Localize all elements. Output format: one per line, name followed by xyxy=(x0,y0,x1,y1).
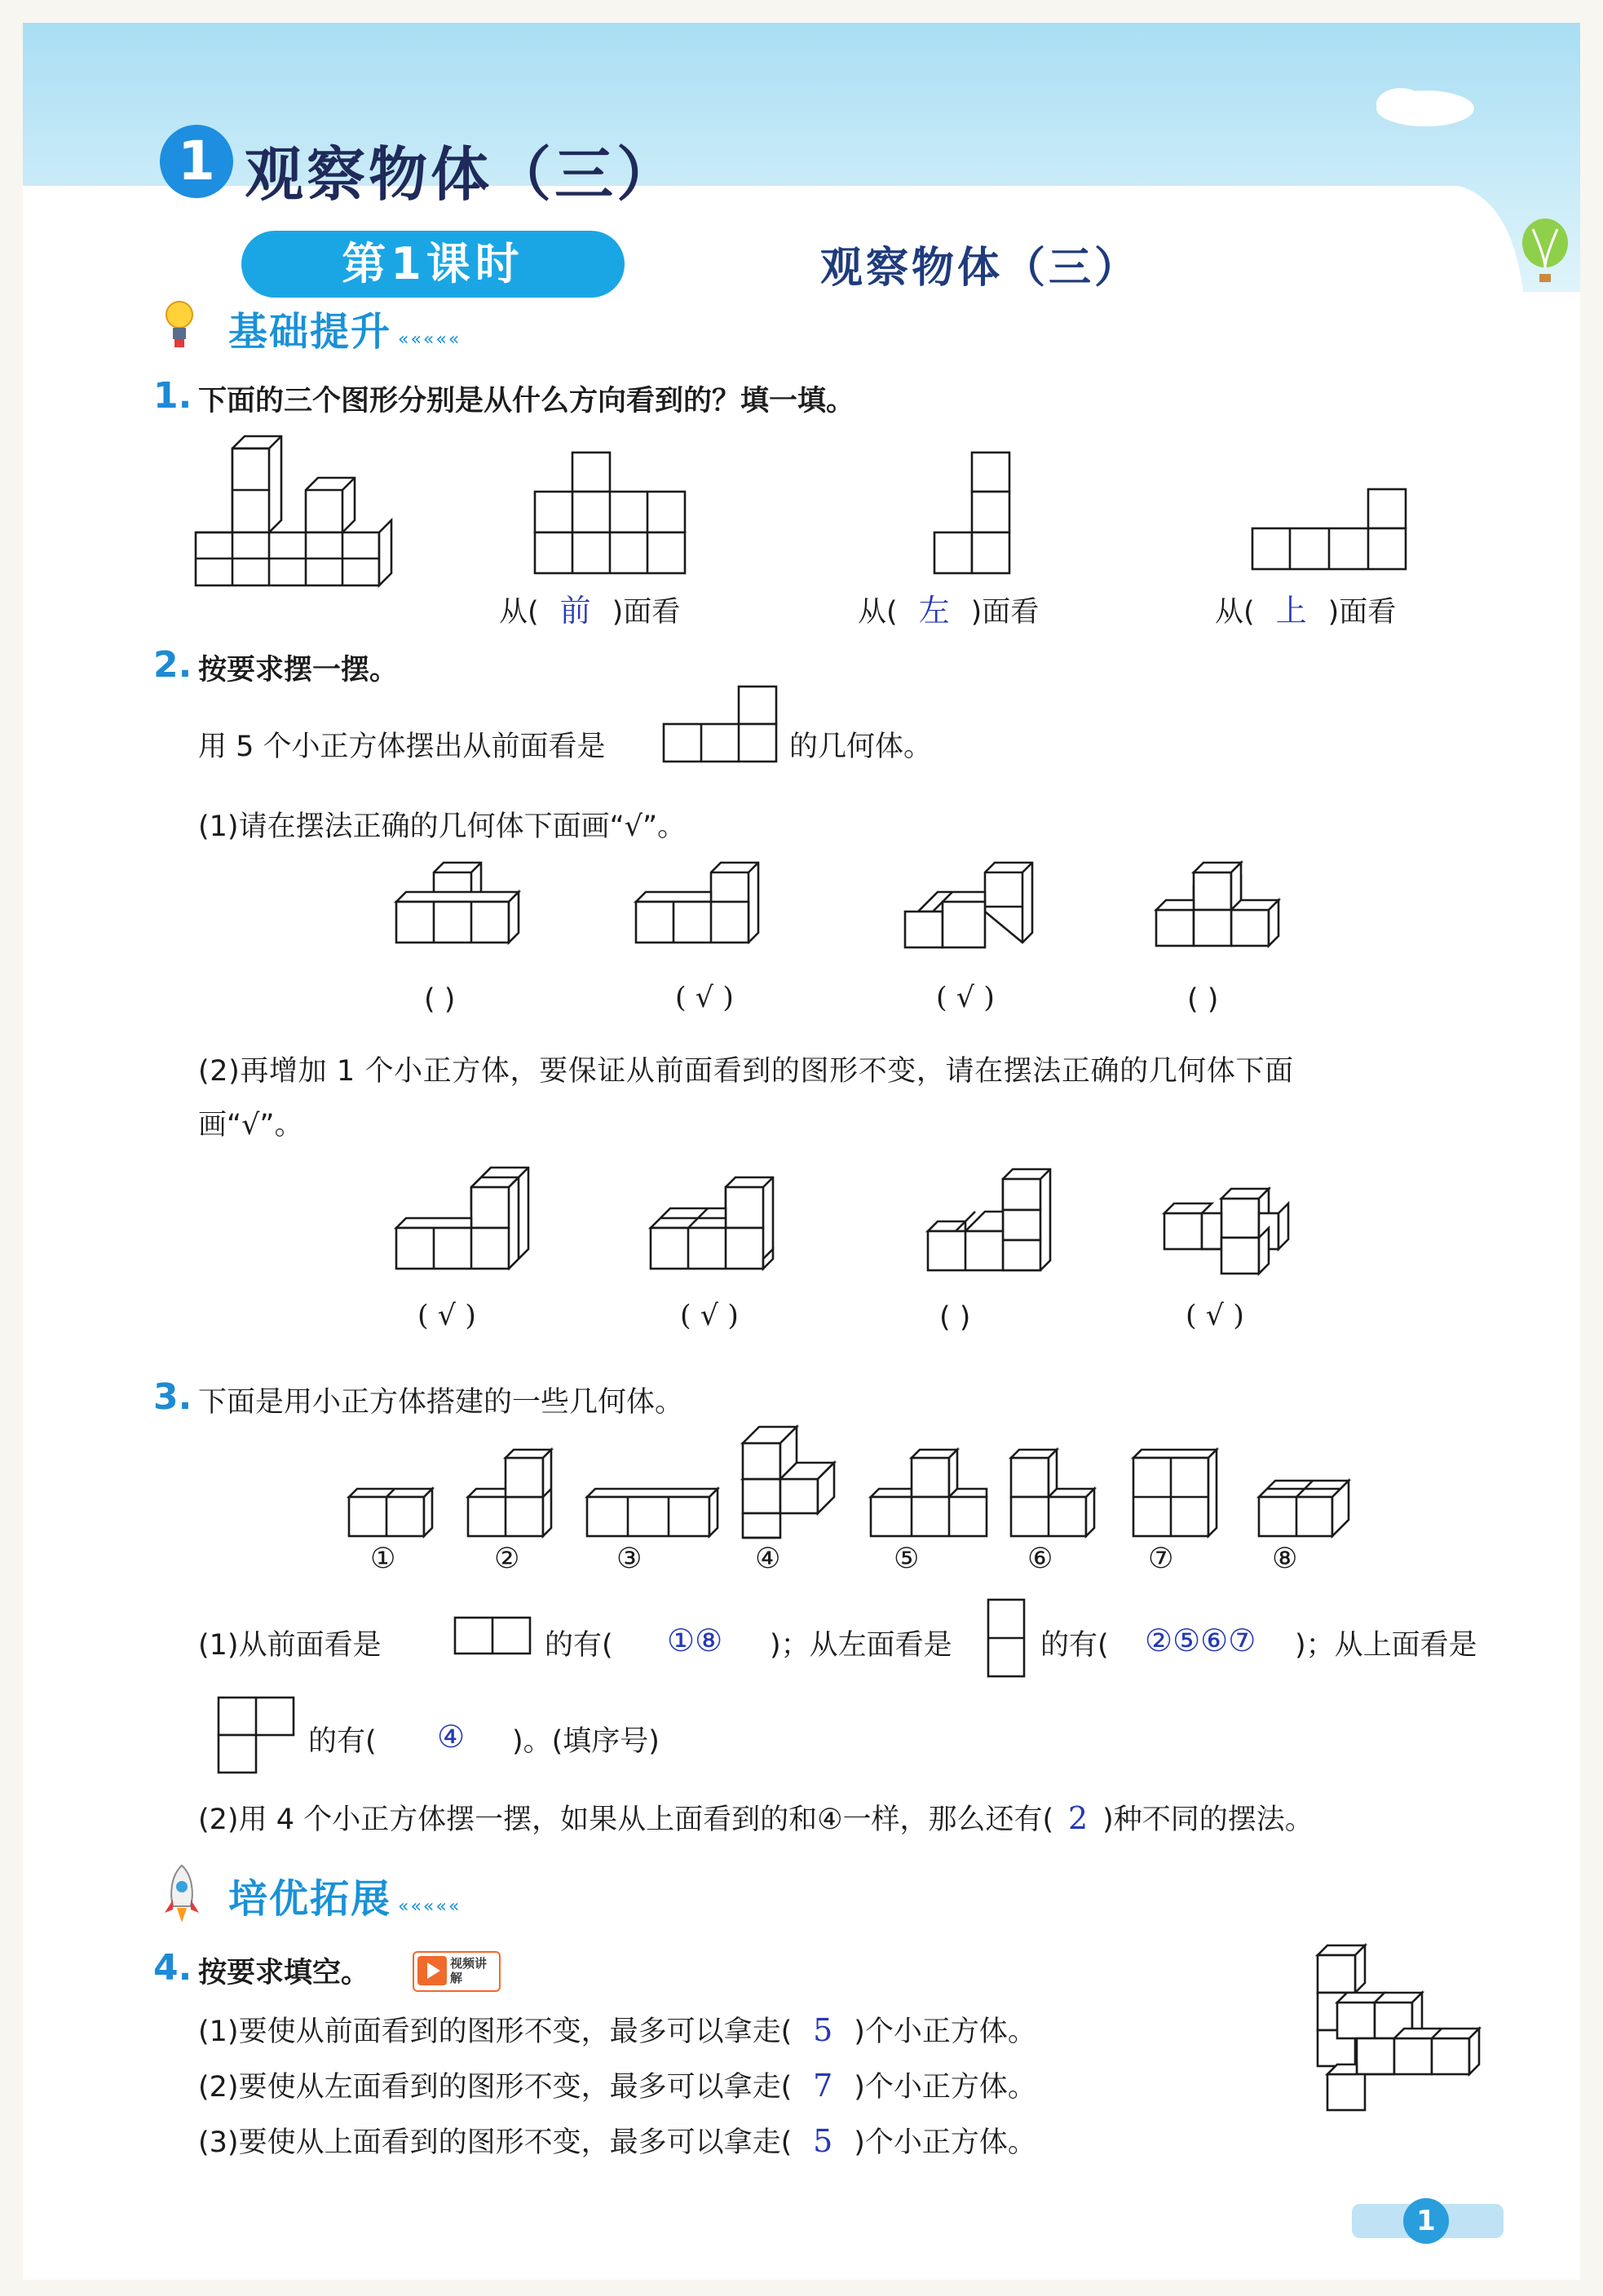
q3-p1-a: (1)从前面看是 xyxy=(198,1629,382,1662)
q3-label-3: ③ xyxy=(616,1543,643,1575)
q4-answer-2: 7 xyxy=(813,2068,833,2104)
q3-label-2: ② xyxy=(494,1543,520,1575)
q2-p1-mark-1-text: ( ) xyxy=(424,983,456,1016)
q2-p2-mark-3-text: ( ) xyxy=(939,1301,971,1334)
q2-front-view-shape xyxy=(662,685,781,766)
q1-blank-3 xyxy=(1215,585,1396,630)
q2-p1-mark-2 xyxy=(675,982,734,1014)
q4-line-2-pre: (2)要使从左面看到的图形不变，最多可以拿走( xyxy=(198,2071,793,2104)
rocket-icon xyxy=(163,1864,201,1924)
q2-intro-post: 的几何体。 xyxy=(789,731,933,763)
q4-answer-1: 5 xyxy=(813,2012,833,2048)
q4-answer-3: 5 xyxy=(813,2123,833,2159)
q3-p1-answer-1: ①⑧ xyxy=(667,1623,723,1658)
q3-p1-g: )。(填序号) xyxy=(512,1725,660,1758)
video-lesson-button[interactable] xyxy=(413,1951,501,1992)
q1-front-view xyxy=(535,449,690,580)
q2-p1-figure-2 xyxy=(621,861,768,967)
q3-p1-e: )；从上面看是 xyxy=(1295,1629,1477,1662)
q2-p1-mark-3 xyxy=(936,982,995,1014)
section-basic xyxy=(228,300,461,356)
q3-p1-answer-2: ②⑤⑥⑦ xyxy=(1145,1623,1256,1658)
worksheet-page xyxy=(23,23,1580,2280)
q2-part2-line2: 画“√”。 xyxy=(198,1109,303,1141)
q2-p2-mark-2 xyxy=(680,1300,739,1332)
q3-label-5: ⑤ xyxy=(894,1543,920,1575)
lightbulb-icon xyxy=(163,298,196,352)
unit-title: 观察物体（三） xyxy=(245,140,679,209)
q1-blank-2-post: )面看 xyxy=(970,596,1040,629)
q2-intro-pre: 用 5 个小正方体摆出从前面看是 xyxy=(198,731,606,763)
q2-p2-mark-1 xyxy=(417,1300,476,1332)
q1-number: 1. xyxy=(153,375,192,417)
q2-p1-mark-2-text: ( √ ) xyxy=(675,982,734,1014)
section-extension-label: 培优拓展 xyxy=(228,1876,392,1922)
q2-p2-figure-4 xyxy=(1156,1181,1319,1311)
q2-p1-mark-4-text: ( ) xyxy=(1187,983,1219,1016)
q2-p2-figure-2 xyxy=(636,1164,799,1303)
q1-answer-1: 前 xyxy=(559,593,591,629)
q4-line-2 xyxy=(198,2064,1036,2105)
video-badge-label: 视频讲解 xyxy=(450,1956,488,1985)
section-basic-label: 基础提升 xyxy=(228,309,392,355)
unit-number: 1 xyxy=(160,125,233,198)
q2-part1: (1)请在摆法正确的几何体下面画“√”。 xyxy=(198,810,687,843)
q3-p2-post: )种不同的摆法。 xyxy=(1102,1804,1314,1836)
chevrons-icon: ««««« xyxy=(398,329,461,350)
q2-p2-figure-1 xyxy=(382,1164,545,1303)
q4-line-3 xyxy=(198,2120,1036,2161)
q1-blank-1-post: )面看 xyxy=(612,596,681,629)
section-extension xyxy=(228,1867,461,1923)
q3-p1-b: 的有( xyxy=(545,1629,613,1662)
q3-label-7: ⑦ xyxy=(1148,1543,1174,1575)
q1-left-view-shape xyxy=(934,449,1016,580)
q3-p1-d: 的有( xyxy=(1040,1629,1109,1662)
q2-p1-mark-4 xyxy=(1187,983,1218,1016)
q2-p1-mark-3-text: ( √ ) xyxy=(936,982,995,1014)
q3-label-4: ④ xyxy=(755,1543,781,1575)
q4-line-1 xyxy=(198,2009,1036,2050)
q1-prompt: 下面的三个图形分别是从什么方向看到的？填一填。 xyxy=(198,385,855,417)
q3-p2-answer: 2 xyxy=(1068,1800,1089,1836)
q3-p2 xyxy=(198,1797,1314,1838)
q1-blank-2 xyxy=(858,585,1039,630)
q4-line-1-pre: (1)要使从前面看到的图形不变，最多可以拿走( xyxy=(198,2016,793,2048)
q4-line-1-post: )个小正方体。 xyxy=(854,2016,1036,2048)
q1-blank-1-pre: 从( xyxy=(499,596,539,629)
q2-part2-line1: (2)再增加 1 个小正方体，要保证从前面看到的图形不变，请在摆法正确的几何体下面 xyxy=(198,1055,1294,1088)
q2-p1-figure-3 xyxy=(895,861,1042,967)
q2-p2-figure-3 xyxy=(913,1146,1076,1305)
q4-line-2-post: )个小正方体。 xyxy=(854,2071,1036,2104)
lesson-name: 观察物体（三） xyxy=(820,244,1141,293)
q2-p1-figure-4 xyxy=(1146,861,1293,967)
q2-p2-mark-4-text: ( √ ) xyxy=(1186,1300,1244,1332)
q3-p1-front-shape xyxy=(453,1613,535,1662)
q1-blank-2-pre: 从( xyxy=(858,596,898,629)
hot-air-balloon-icon xyxy=(1517,217,1574,290)
lesson-label: 第1课时 xyxy=(241,231,625,298)
q3-label-6: ⑥ xyxy=(1027,1543,1053,1575)
q4-line-3-post: )个小正方体。 xyxy=(854,2126,1036,2159)
q3-p1-f: 的有( xyxy=(308,1725,377,1758)
q4-solid-figure xyxy=(1309,1931,1513,2118)
q3-solids-row xyxy=(349,1427,1368,1549)
q2-p1-mark-1 xyxy=(424,983,455,1016)
q3-p2-pre: (2)用 4 个小正方体摆一摆，如果从上面看到的和④一样，那么还有( xyxy=(198,1804,1054,1836)
q2-p2-mark-2-text: ( √ ) xyxy=(680,1300,739,1332)
q4-line-3-pre: (3)要使从上面看到的图形不变，最多可以拿走( xyxy=(198,2126,793,2159)
q1-answer-3: 上 xyxy=(1275,593,1307,629)
q1-solid-figure xyxy=(196,435,400,589)
q2-p2-mark-4 xyxy=(1186,1300,1244,1332)
q2-p2-mark-1-text: ( √ ) xyxy=(417,1300,476,1332)
q2-prompt: 按要求摆一摆。 xyxy=(198,654,399,687)
q1-blank-1 xyxy=(499,585,680,630)
q2-p1-figure-1 xyxy=(382,861,528,967)
q3-label-8: ⑧ xyxy=(1272,1543,1298,1575)
q4-prompt: 按要求填空。 xyxy=(198,1957,370,1989)
q2-number: 2. xyxy=(153,644,192,686)
q3-p1-left-shape xyxy=(987,1596,1029,1681)
q1-blank-3-pre: 从( xyxy=(1215,596,1255,629)
page-number: 1 xyxy=(1403,2198,1449,2244)
q3-number: 3. xyxy=(153,1376,192,1418)
q3-label-1: ① xyxy=(370,1543,396,1575)
q3-prompt: 下面是用小正方体搭建的一些几何体。 xyxy=(198,1386,684,1419)
chevrons-icon: ««««« xyxy=(398,1896,461,1917)
q1-answer-2: 左 xyxy=(918,593,950,629)
q3-p1-top-shape xyxy=(217,1694,298,1779)
q2-p2-mark-3 xyxy=(939,1301,970,1334)
play-icon xyxy=(417,1956,447,1985)
q3-p1-c: )；从左面看是 xyxy=(770,1629,952,1662)
q3-p1-answer-3: ④ xyxy=(437,1719,466,1755)
q1-blank-3-post: )面看 xyxy=(1327,596,1397,629)
q4-number: 4. xyxy=(153,1947,192,1989)
q1-top-view xyxy=(1252,486,1415,580)
